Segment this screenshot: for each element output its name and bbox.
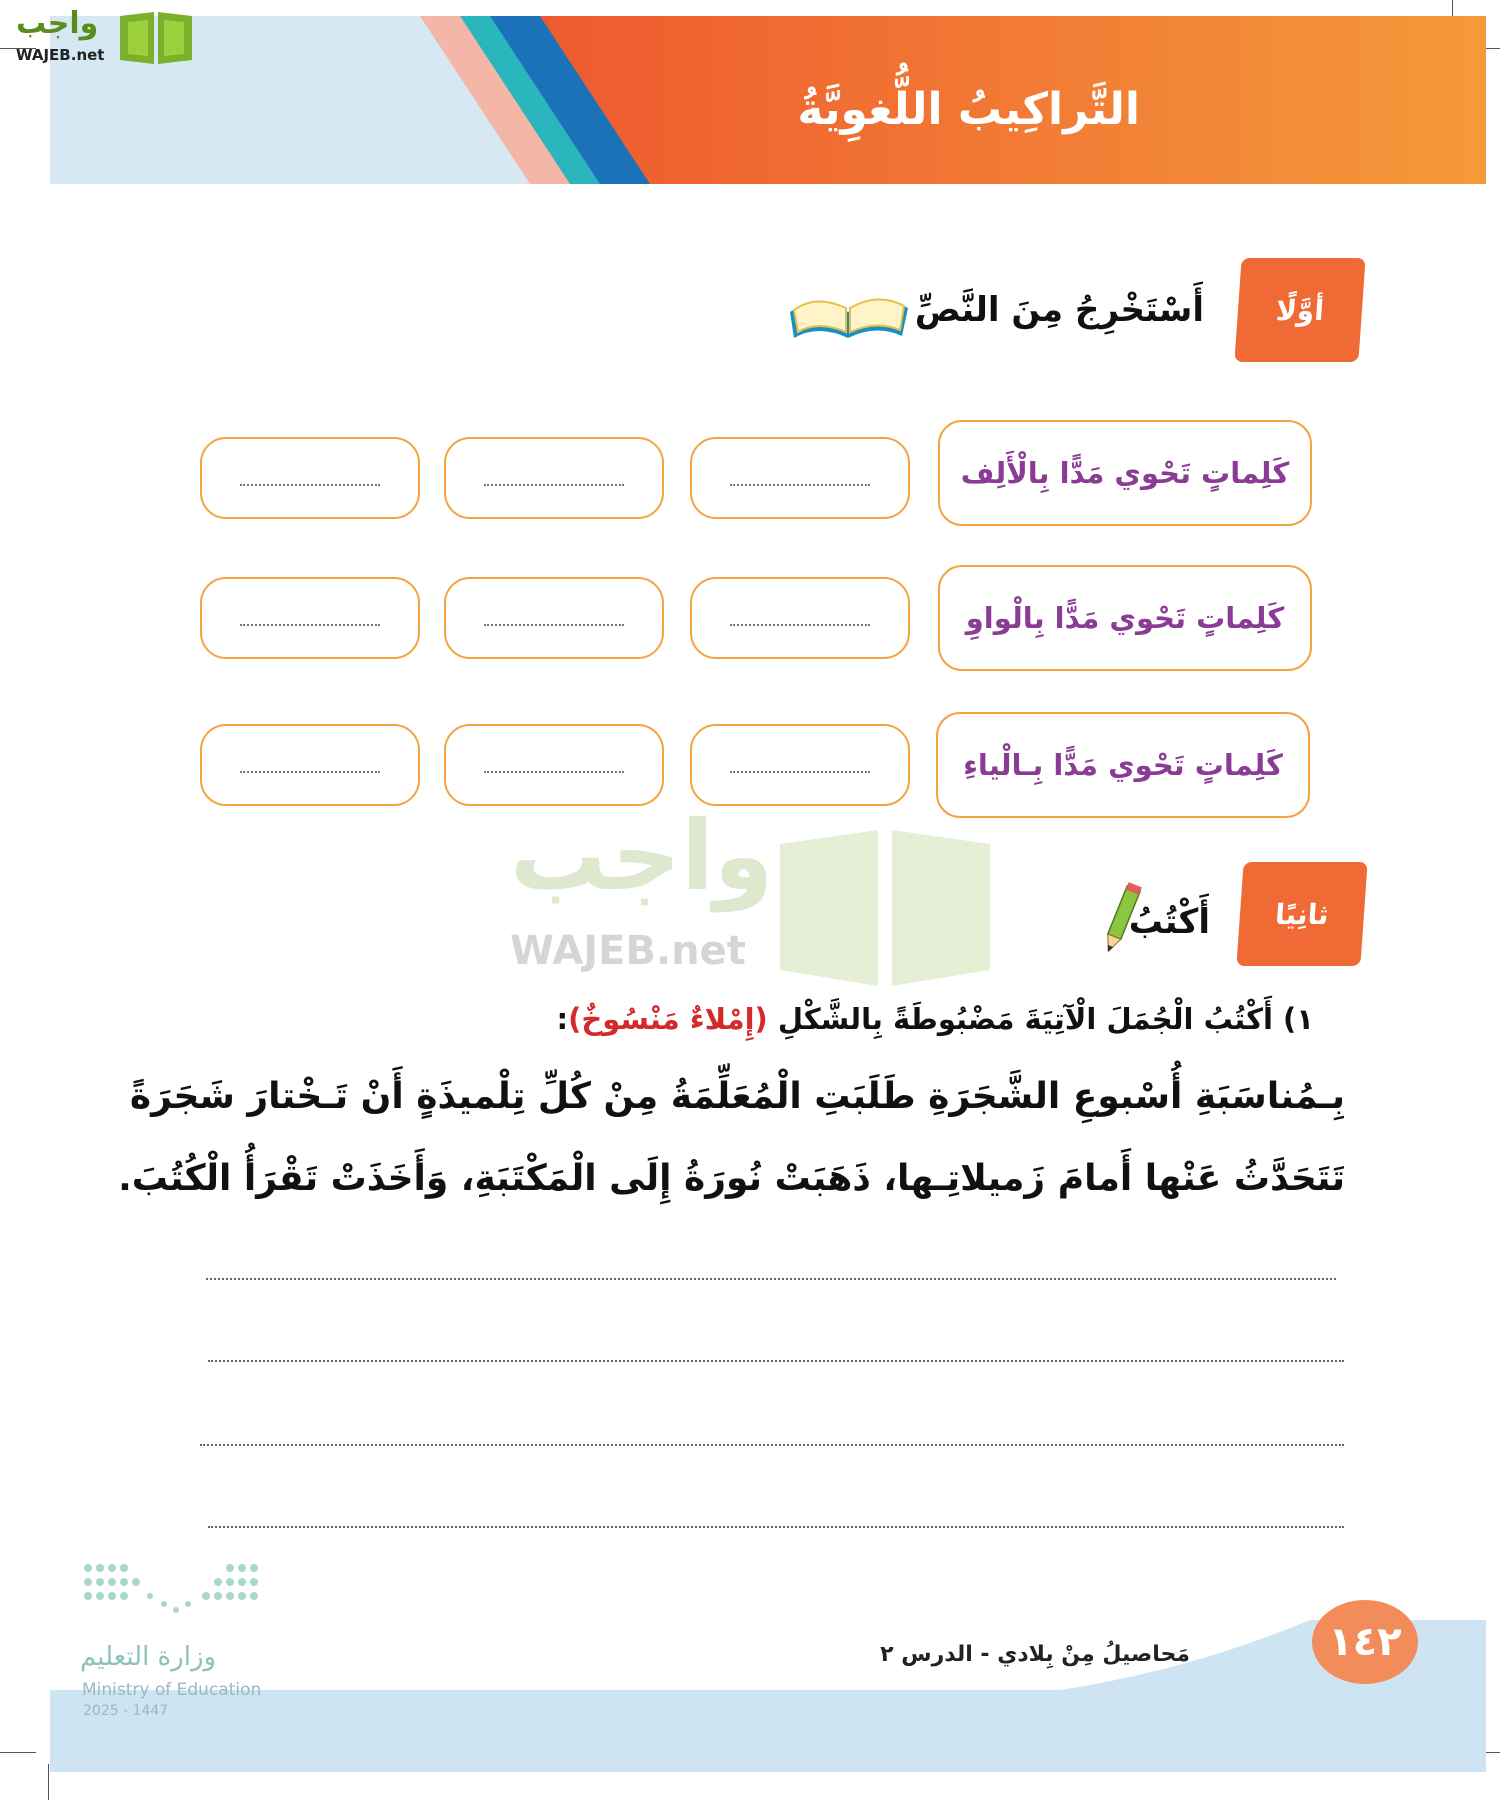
wajeb-logo	[10, 6, 195, 66]
watermark	[500, 800, 1020, 980]
book-icon	[116, 8, 196, 66]
instruction-suffix: :	[556, 1002, 569, 1036]
answer-box[interactable]	[690, 437, 910, 519]
answer-box[interactable]	[690, 724, 910, 806]
pencil-icon	[1096, 882, 1146, 958]
passage-line-1: بِـمُناسَبَةِ أُسْبوعِ الشَّجَرَةِ طَلَبَتِ الْمُعَلِّمَةُ مِنْ كُلِّ تِلْميذَةٍ أَنْ تَـخْتارَ شَجَرَةً	[129, 1076, 1345, 1117]
writing-line[interactable]	[208, 1360, 1344, 1362]
category-box-waw: كَلِماتٍ تَحْوي مَدًّا بِالْواوِ	[938, 565, 1312, 671]
page-number: ١٤٢	[1312, 1600, 1418, 1684]
category-box-alif: كَلِماتٍ تَحْوي مَدًّا بِالْأَلِف	[938, 420, 1312, 526]
answer-box[interactable]	[200, 724, 420, 806]
logo-latin: WAJEB.net	[16, 46, 105, 64]
watermark-arabic: واجب	[510, 800, 774, 912]
crop-mark	[48, 1764, 49, 1800]
instruction-prefix: ١) أَكْتُبُ الْجُمَلَ الْآتِيَةَ مَضْبُوطَةً بِالشَّكْلِ	[777, 1002, 1314, 1036]
page-title: التَّراكِيبُ اللُّغوِيَّةُ	[797, 84, 1140, 135]
ministry-dots-icon	[80, 1560, 270, 1624]
answer-box[interactable]	[690, 577, 910, 659]
book-icon	[770, 820, 1000, 990]
watermark-latin: WAJEB.net	[510, 928, 746, 974]
ministry-name-ar: وزارة التعليم	[80, 1642, 217, 1672]
answer-box[interactable]	[444, 437, 664, 519]
footer-lesson: مَحاصيلُ مِنْ بِلادي - الدرس ٢	[880, 1642, 1190, 1667]
passage-line-2: تَتَحَدَّثُ عَنْها أَمامَ زَميلاتِـها، ذَهَبَتْ نُورَةُ إِلَى الْمَكْتَبَةِ، وَأَخَذَتْ تَقْرَأُ الْكُتُبَ.	[118, 1158, 1345, 1199]
crop-mark	[0, 1752, 36, 1753]
section1-badge: أوَّلًا	[1234, 258, 1365, 362]
answer-box[interactable]	[200, 437, 420, 519]
category-box-ya: كَلِماتٍ تَحْوي مَدًّا بِـالْياءِ	[936, 712, 1310, 818]
ministry-name-en: Ministry of Education	[82, 1680, 262, 1700]
header-banner	[50, 16, 1486, 184]
instruction-highlight: (إِمْلاءٌ مَنْسُوخٌ)	[568, 1002, 768, 1036]
writing-line[interactable]	[208, 1526, 1344, 1528]
section2-heading: أَكْتُبُ	[1128, 902, 1210, 942]
section2-badge: ثانِيًا	[1236, 862, 1367, 966]
ministry-year: 2025 - 1447	[83, 1703, 169, 1719]
instruction	[556, 1002, 1314, 1036]
ministry-logo	[80, 1560, 300, 1730]
writing-line[interactable]	[200, 1444, 1344, 1446]
open-book-icon	[784, 278, 914, 346]
answer-box[interactable]	[444, 724, 664, 806]
section1-heading: أَسْتَخْرِجُ مِنَ النَّصِّ	[914, 290, 1204, 330]
writing-line[interactable]	[206, 1278, 1336, 1280]
answer-box[interactable]	[444, 577, 664, 659]
logo-arabic: واجب	[16, 6, 99, 41]
answer-box[interactable]	[200, 577, 420, 659]
